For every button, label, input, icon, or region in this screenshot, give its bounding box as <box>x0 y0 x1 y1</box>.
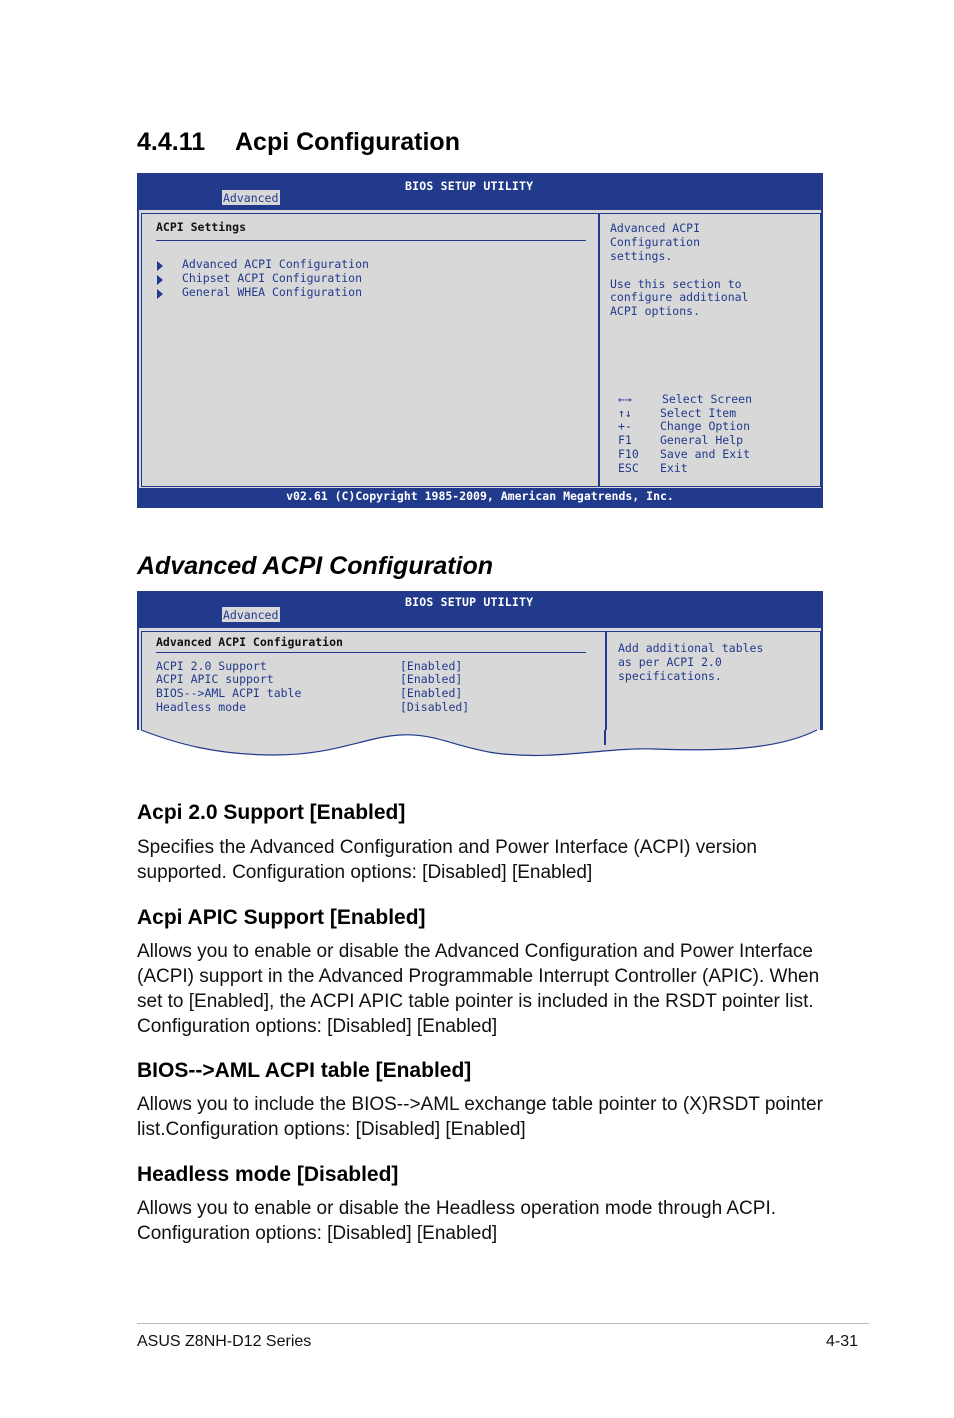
footer-rule <box>137 1323 869 1324</box>
help-line: specifications. <box>618 669 722 683</box>
section-heading <box>137 128 460 157</box>
help-line: as per ACPI 2.0 <box>618 655 722 669</box>
setting-label: ACPI APIC support <box>156 672 274 686</box>
item-description: Specifies the Advanced Configuration and Power Interface (ACPI) version supported. Configuration options: [Disabled] [Enabled] <box>137 837 757 883</box>
bios-utility-title: BIOS SETUP UTILITY <box>405 179 534 193</box>
item-description: Allows you to enable or disable the Headless operation mode through ACPI. Configuration options: [Disabled] [Enabled] <box>137 1198 777 1244</box>
help-line: Configuration <box>610 235 701 249</box>
key-action: Change Option <box>660 419 751 433</box>
key-action: Exit <box>660 461 688 475</box>
item-title-acpi-2-0: Acpi 2.0 Support [Enabled] <box>137 801 406 824</box>
menu-item-label[interactable]: Chipset ACPI Configuration <box>182 271 363 285</box>
help-line: Use this section to <box>610 277 742 291</box>
key-action: Save and Exit <box>660 447 751 461</box>
panel-divider <box>156 240 586 241</box>
setting-label: ACPI 2.0 Support <box>156 659 267 673</box>
key-action: General Help <box>660 433 744 447</box>
setting-label: Headless mode <box>156 700 247 714</box>
key-action: Select Screen <box>662 392 753 406</box>
bios-settings-pane <box>141 213 599 487</box>
setting-value[interactable]: [Enabled] <box>400 659 463 673</box>
item-description: Allows you to include the BIOS-->AML exchange table pointer to (X)RSDT pointer list.Configuration options: [Disabled] [Enabled] <box>137 1094 823 1140</box>
footer-page-number: 4-31 <box>826 1333 859 1350</box>
subsection-title: Advanced ACPI Configuration <box>137 552 494 580</box>
menu-item-label[interactable]: General WHEA Configuration <box>182 285 363 299</box>
key-label: F1 <box>618 433 632 447</box>
help-line: ACPI options. <box>610 304 701 318</box>
key-action: Select Item <box>660 406 737 420</box>
item-description: Allows you to enable or disable the Advanced Configuration and Power Interface (ACPI) support in the Advanced Programmable Interrupt Controller (APIC). When set to [Enabled], the ACPI APIC table pointer is included in the RSDT pointer list. Configuration options: [Disabled] [Enabled] <box>137 941 820 1037</box>
tab-advanced[interactable]: Advanced <box>223 191 279 205</box>
torn-edge-decoration <box>135 725 825 765</box>
bios-copyright: v02.61 (C)Copyright 1985-2009, American Megatrends, Inc. <box>286 489 674 503</box>
help-line: Advanced ACPI <box>610 221 701 235</box>
help-line: Add additional tables <box>618 641 764 655</box>
menu-item-label[interactable]: Advanced ACPI Configuration <box>182 257 369 271</box>
section-title: Acpi Configuration <box>235 128 460 156</box>
item-title-acpi-apic: Acpi APIC Support [Enabled] <box>137 906 426 929</box>
key-label: +- <box>618 419 632 433</box>
key-label: ESC <box>618 461 639 475</box>
key-label: F10 <box>618 447 639 461</box>
panel-divider <box>156 652 586 653</box>
key-label: ↑↓ <box>618 406 632 420</box>
setting-value[interactable]: [Enabled] <box>400 672 463 686</box>
submenu-arrow-icon <box>157 289 163 299</box>
item-title-headless: Headless mode [Disabled] <box>137 1163 399 1186</box>
panel-title: ACPI Settings <box>156 220 247 234</box>
submenu-arrow-icon <box>157 275 163 285</box>
bios-utility-title: BIOS SETUP UTILITY <box>405 595 534 609</box>
help-line: settings. <box>610 249 673 263</box>
section-number: 4.4.11 <box>137 128 206 156</box>
setting-value[interactable]: [Disabled] <box>400 700 470 714</box>
panel-title: Advanced ACPI Configuration <box>156 635 343 649</box>
setting-value[interactable]: [Enabled] <box>400 686 463 700</box>
key-label: ←→ <box>618 392 632 406</box>
submenu-arrow-icon <box>157 261 163 271</box>
tab-advanced[interactable]: Advanced <box>223 608 279 622</box>
help-line: configure additional <box>610 290 749 304</box>
setting-label: BIOS-->AML ACPI table <box>156 686 302 700</box>
item-title-bios-aml: BIOS-->AML ACPI table [Enabled] <box>137 1059 472 1082</box>
footer-product: ASUS Z8NH-D12 Series <box>137 1333 312 1350</box>
